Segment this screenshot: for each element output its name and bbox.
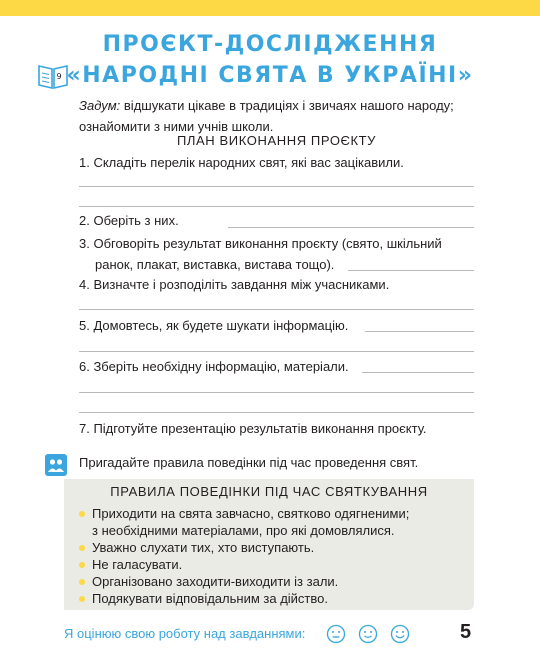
plan-item-6: 6. Зберіть необхідну інформацію, матеріали. xyxy=(79,359,349,374)
answer-line[interactable] xyxy=(79,351,474,352)
book-number: 9 xyxy=(56,72,62,81)
smile-face-icon[interactable] xyxy=(358,624,378,644)
bullet-dot xyxy=(79,562,85,568)
plan-item-7: 7. Підготуйте презентацію результатів виконання проєкту. xyxy=(79,421,427,436)
rule-item: Організовано заходити-виходити із зали. xyxy=(92,573,462,590)
plan-item-1: 1. Складіть перелік народних свят, які вас зацікавили. xyxy=(79,155,404,170)
answer-line[interactable] xyxy=(228,227,474,228)
answer-line[interactable] xyxy=(79,186,474,187)
answer-line[interactable] xyxy=(348,270,474,271)
rule-item: Подякувати відповідальним за дійство. xyxy=(92,590,462,607)
bullet-dot xyxy=(79,545,85,551)
plan-item-5: 5. Домовтесь, як будете шукати інформацію. xyxy=(79,318,349,333)
happy-face-icon[interactable] xyxy=(390,624,410,644)
plan-item-2: 2. Оберіть з них. xyxy=(79,213,179,228)
answer-line[interactable] xyxy=(79,309,474,310)
bullet-dot xyxy=(79,579,85,585)
answer-line[interactable] xyxy=(79,206,474,207)
task-description xyxy=(79,95,474,137)
open-book-icon xyxy=(36,58,70,92)
rule-item: Уважно слухати тих, хто виступають. xyxy=(92,539,462,556)
answer-line[interactable] xyxy=(362,372,474,373)
neutral-face-icon[interactable] xyxy=(326,624,346,644)
task-text-1: відшукати цікаве в традиціях і звичаях нашого народу; xyxy=(120,98,454,113)
bullet-dot xyxy=(79,596,85,602)
plan-heading: ПЛАН ВИКОНАННЯ ПРОЄКТУ xyxy=(176,133,377,148)
answer-line[interactable] xyxy=(365,331,474,332)
answer-line[interactable] xyxy=(79,392,474,393)
answer-line[interactable] xyxy=(79,412,474,413)
bullet-dot xyxy=(79,511,85,517)
plan-item-4: 4. Визначте і розподіліть завдання між учасниками. xyxy=(79,277,390,292)
rule-item-continuation: з необхідними матеріалами, про які домовлялися. xyxy=(92,523,395,538)
rule-item: Приходити на свята завчасно, святково одягненими; xyxy=(92,505,462,522)
reminder-text: Пригадайте правила поведінки під час проведення свят. xyxy=(79,455,419,470)
rules-heading: ПРАВИЛА ПОВЕДІНКИ ПІД ЧАС СВЯТКУВАННЯ xyxy=(110,484,428,499)
self-assessment-label: Я оцінюю свою роботу над завданнями: xyxy=(64,626,306,641)
rule-item: Не галасувати. xyxy=(92,556,462,573)
group-icon xyxy=(45,454,67,476)
task-text-2: ознайомити з ними учнів школи. xyxy=(79,119,274,134)
plan-item-3-cont: ранок, плакат, виставка, вистава тощо). xyxy=(95,257,335,272)
top-color-band xyxy=(0,0,540,16)
title-line-1: ПРОЄКТ-ДОСЛІДЖЕННЯ xyxy=(102,32,438,57)
page-number: 5 xyxy=(460,621,472,643)
task-label: Задум: xyxy=(79,98,121,113)
title-line-2: «НАРОДНІ СВЯТА В УКРАЇНІ» xyxy=(66,63,474,88)
plan-item-3: 3. Обговоріть результат виконання проєкту (свято, шкільний xyxy=(79,236,442,251)
